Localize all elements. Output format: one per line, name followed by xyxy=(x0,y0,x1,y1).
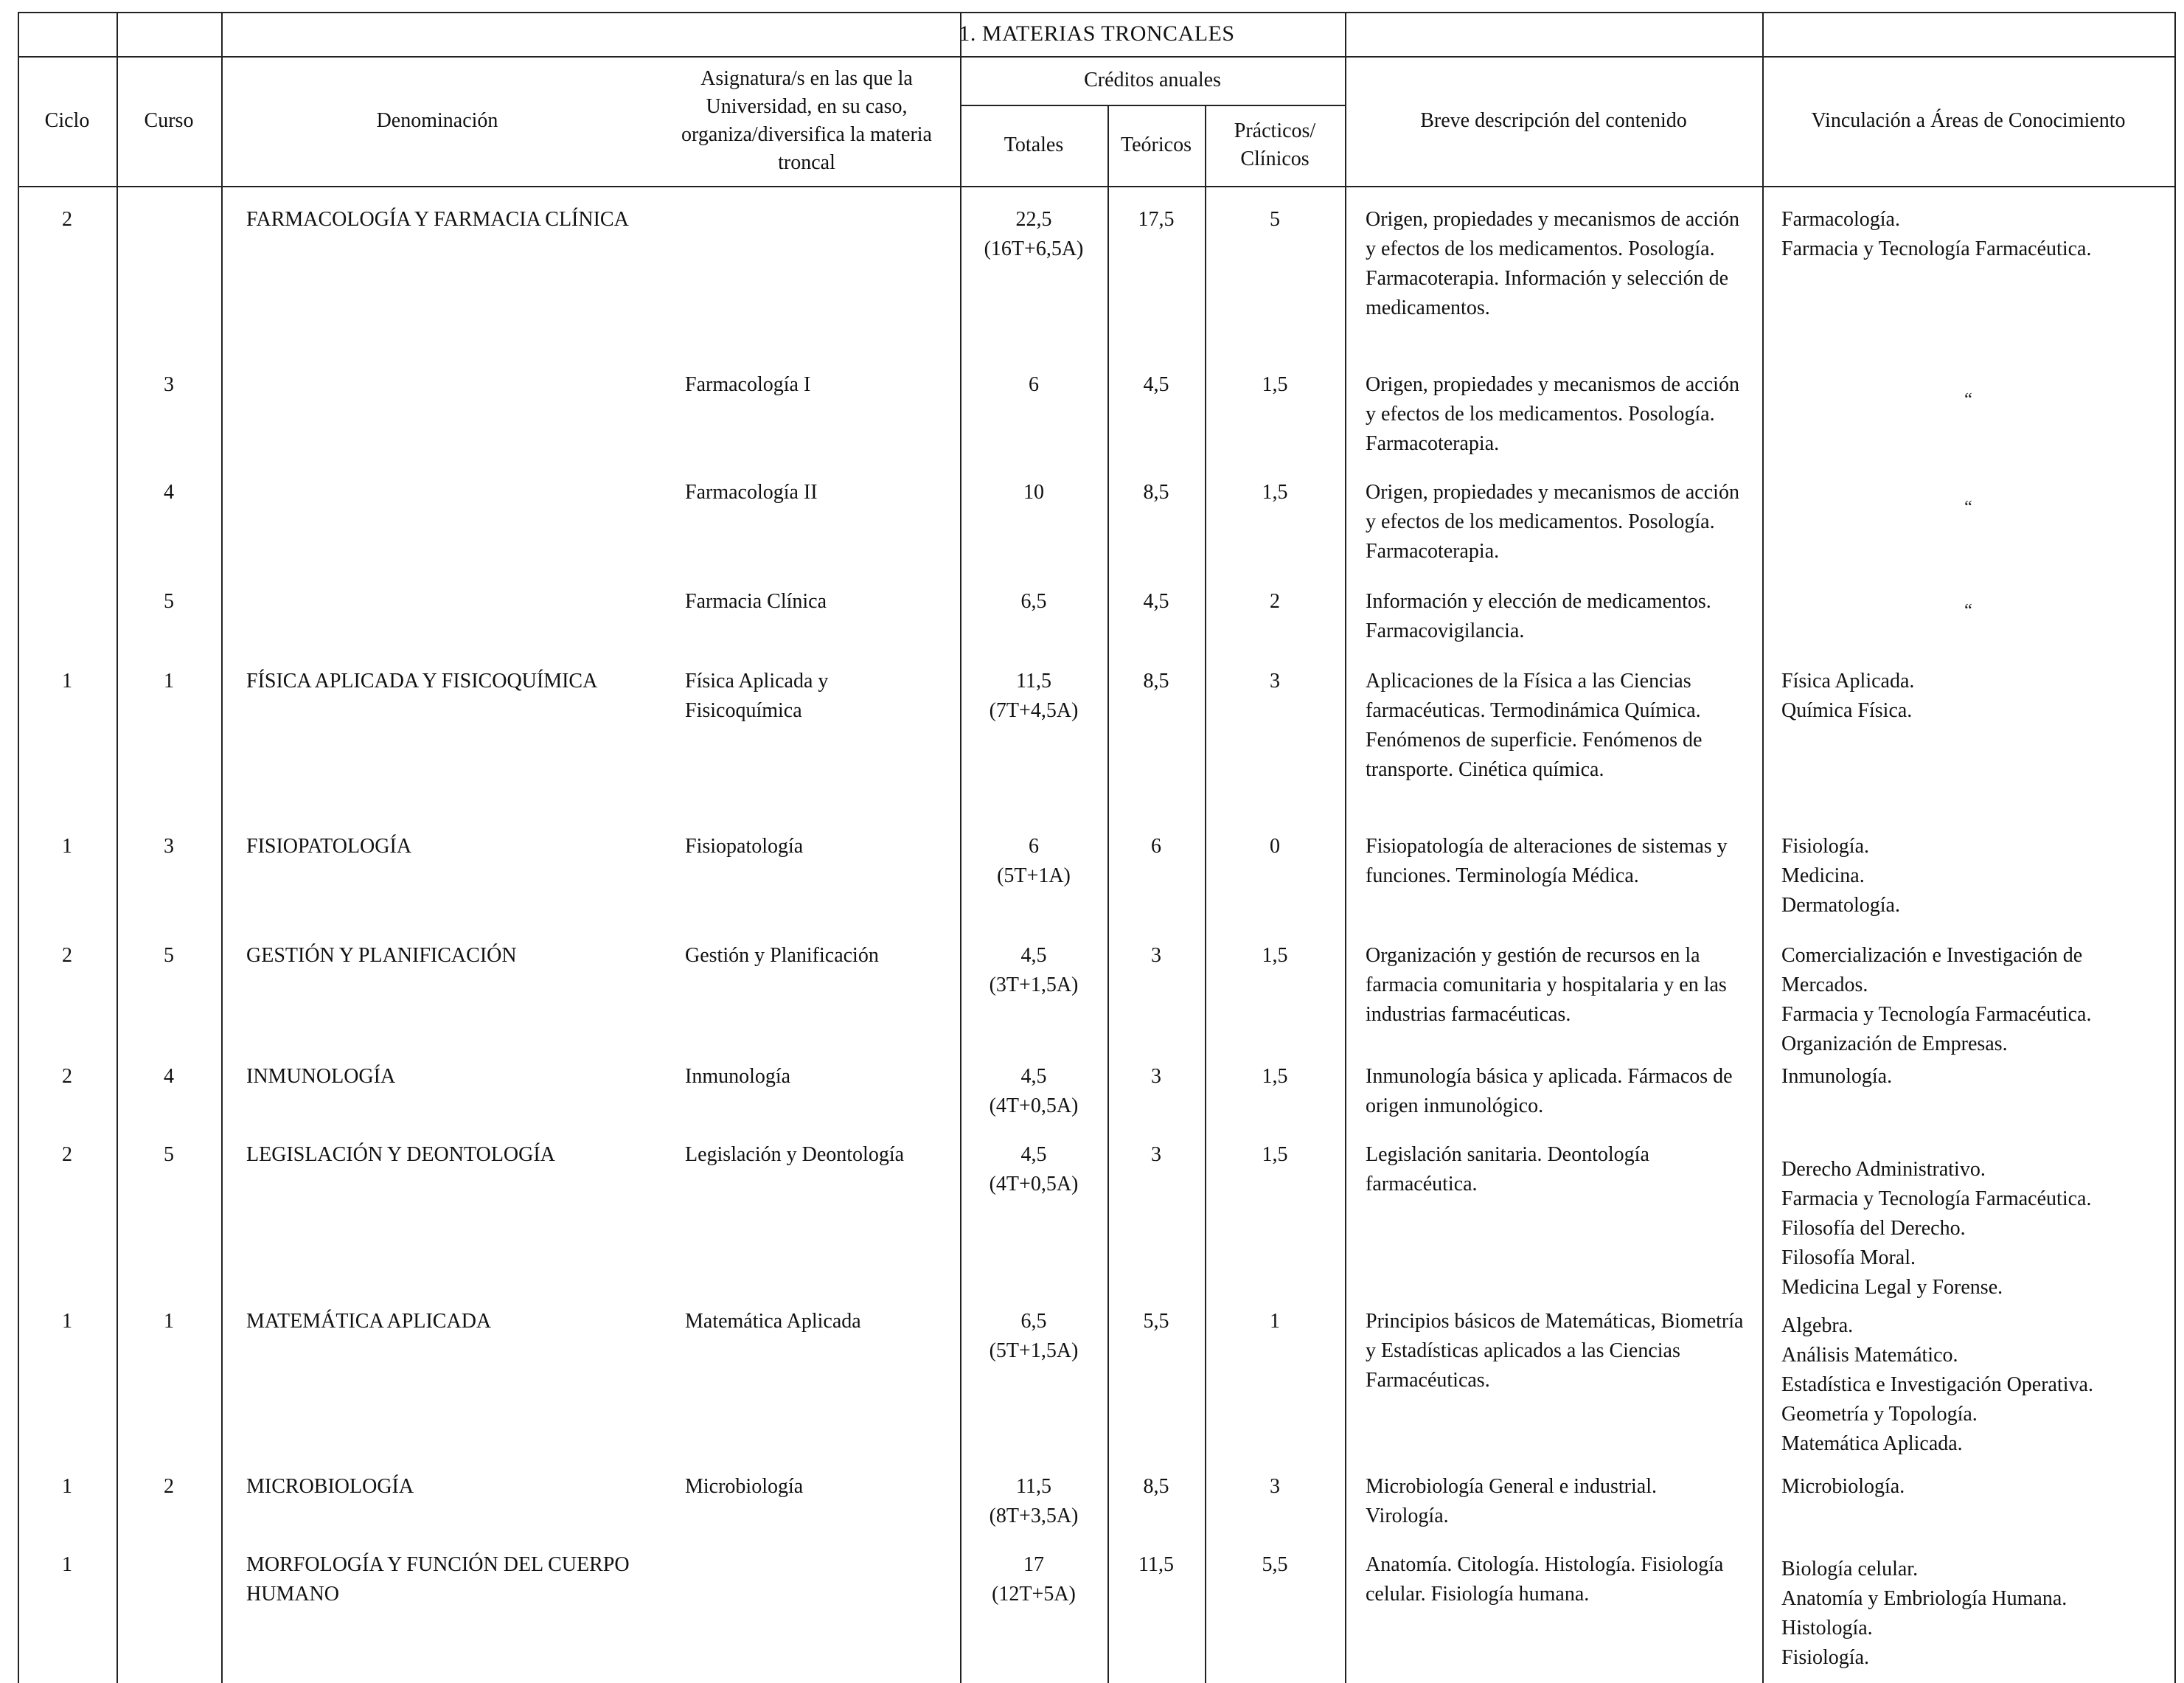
cell-descripcion: Principios básicos de Matemáticas, Biometría y Estadísticas aplicados a las Ciencias Farmacéuticas. xyxy=(1366,1310,1744,1392)
cell-totales xyxy=(960,667,1107,726)
cell-curso: 1 xyxy=(164,670,174,693)
cell-vinculacion: Física Aplicada. Química Física. xyxy=(1781,670,1915,722)
cell-curso: 5 xyxy=(164,1143,174,1166)
cell-practicos: 1,5 xyxy=(1262,1065,1288,1088)
totales-breakdown: (5T+1,5A) xyxy=(989,1339,1079,1362)
cell-curso: 3 xyxy=(164,373,174,396)
cell-ciclo: 1 xyxy=(62,1475,72,1498)
header-denominacion: Denominación xyxy=(376,109,498,132)
totales-value: 6,5 xyxy=(1020,590,1047,613)
header-bottom-border xyxy=(18,186,2176,187)
cell-totales xyxy=(960,1550,1107,1609)
cell-practicos: 0 xyxy=(1270,835,1280,858)
totales-breakdown: (3T+1,5A) xyxy=(989,974,1079,996)
cell-vinculacion: Algebra. Análisis Matemático. Estadística e Investigación Operativa. Geometría y Topología. Matemática Aplicada. xyxy=(1781,1314,2093,1455)
cell-descripcion: Anatomía. Citología. Histología. Fisiología celular. Fisiología humana. xyxy=(1366,1553,1724,1606)
header-teoricos: Teóricos xyxy=(1120,133,1192,156)
header-practicos: Prácticos/ Clínicos xyxy=(1234,119,1316,170)
cell-practicos: 1 xyxy=(1270,1310,1280,1333)
cell-totales xyxy=(960,370,1107,400)
cell-asignatura: Farmacología I xyxy=(685,373,811,396)
cell-teoricos: 5,5 xyxy=(1143,1310,1169,1333)
cell-totales xyxy=(960,205,1107,264)
cell-teoricos: 3 xyxy=(1151,1143,1161,1166)
cell-descripcion: Microbiología General e industrial. Virología. xyxy=(1366,1475,1657,1527)
header-vinculacion: Vinculación a Áreas de Conocimiento xyxy=(1811,109,2126,132)
totales-value: 4,5 xyxy=(1020,1143,1047,1166)
totales-value: 11,5 xyxy=(1016,1475,1051,1498)
cell-vinculacion: Biología celular. Anatomía y Embriología Humana. Histología. Fisiología. xyxy=(1781,1558,2068,1669)
cell-vinculacion: Fisiología. Medicina. Dermatología. xyxy=(1781,835,1900,917)
cell-teoricos: 4,5 xyxy=(1143,590,1169,613)
cell-curso: 4 xyxy=(164,1065,174,1088)
cell-teoricos: 8,5 xyxy=(1143,670,1169,693)
totales-breakdown: (12T+5A) xyxy=(992,1583,1076,1606)
totales-value: 4,5 xyxy=(1020,1065,1047,1088)
cell-ciclo: 1 xyxy=(62,1553,72,1576)
cell-ciclo: 2 xyxy=(62,944,72,967)
header-creditos: Créditos anuales xyxy=(1084,69,1221,91)
cell-curso: 2 xyxy=(164,1475,174,1498)
cell-descripcion: Información y elección de medicamentos. Farmacovigilancia. xyxy=(1366,590,1711,642)
cell-totales xyxy=(960,1307,1107,1366)
cell-denominacion: MICROBIOLOGÍA xyxy=(246,1475,414,1498)
cell-totales xyxy=(960,1062,1107,1121)
col-border xyxy=(1205,105,1206,1683)
cell-vinculacion: Farmacología. Farmacia y Tecnología Farmacéutica. xyxy=(1781,208,2092,260)
totales-breakdown: (4T+0,5A) xyxy=(989,1173,1079,1196)
totales-breakdown: (8T+3,5A) xyxy=(989,1505,1079,1527)
cell-denominacion: MORFOLOGÍA Y FUNCIÓN DEL CUERPO HUMANO xyxy=(246,1553,630,1606)
header-asignatura: Asignatura/s en las que la Universidad, en su caso, organiza/diversifica la materia troncal xyxy=(681,67,932,174)
cell-denominacion: GESTIÓN Y PLANIFICACIÓN xyxy=(246,944,517,967)
cell-asignatura: Farmacia Clínica xyxy=(685,590,827,613)
cell-asignatura: Microbiología xyxy=(685,1475,804,1498)
totales-breakdown: (7T+4,5A) xyxy=(989,699,1079,722)
totales-value: 22,5 xyxy=(1015,208,1052,231)
totales-breakdown: (5T+1A) xyxy=(997,864,1071,887)
cell-denominacion: LEGISLACIÓN Y DEONTOLOGÍA xyxy=(246,1143,555,1166)
cell-teoricos: 3 xyxy=(1151,944,1161,967)
col-border xyxy=(2174,12,2176,1683)
cell-practicos: 5 xyxy=(1270,208,1280,231)
cell-vinculacion: Inmunología. xyxy=(1781,1065,1893,1088)
cell-curso: 5 xyxy=(164,590,174,613)
cell-descripcion: Origen, propiedades y mecanismos de acción y efectos de los medicamentos. Posología. Farmacoterapia. xyxy=(1366,373,1739,455)
cell-ciclo: 2 xyxy=(62,208,72,231)
cell-denominacion: FÍSICA APLICADA Y FISICOQUÍMICA xyxy=(246,670,598,693)
cell-asignatura: Fisiopatología xyxy=(685,835,804,858)
cell-practicos: 3 xyxy=(1270,670,1280,693)
cell-teoricos: 3 xyxy=(1151,1065,1161,1088)
cell-teoricos: 4,5 xyxy=(1143,373,1169,396)
cell-totales xyxy=(960,478,1107,507)
cell-asignatura: Física Aplicada y Fisicoquímica xyxy=(685,670,829,722)
header-totales: Totales xyxy=(1004,133,1064,156)
cell-practicos: 2 xyxy=(1270,590,1280,613)
cell-vinculacion: Comercialización e Investigación de Mercados. Farmacia y Tecnología Farmacéutica. Organización de Empresas. xyxy=(1781,944,2092,1055)
cell-teoricos: 6 xyxy=(1151,835,1161,858)
cell-totales xyxy=(960,1140,1107,1199)
totales-value: 6,5 xyxy=(1020,1310,1047,1333)
cell-denominacion: MATEMÁTICA APLICADA xyxy=(246,1310,492,1333)
cell-vinculacion: Microbiología. xyxy=(1781,1475,1905,1498)
totales-value: 10 xyxy=(1023,481,1044,504)
cell-descripcion: Origen, propiedades y mecanismos de acción y efectos de los medicamentos. Posología. Farmacoterapia. Información y selección de medicamentos. xyxy=(1366,208,1739,319)
cell-totales xyxy=(960,832,1107,891)
totales-value: 4,5 xyxy=(1020,944,1047,967)
cell-teoricos: 11,5 xyxy=(1138,1553,1174,1576)
cell-practicos: 1,5 xyxy=(1262,373,1288,396)
cell-practicos: 1,5 xyxy=(1262,1143,1288,1166)
cell-asignatura: Matemática Aplicada xyxy=(685,1310,861,1333)
totales-breakdown: (4T+0,5A) xyxy=(989,1094,1079,1117)
col-border xyxy=(221,12,223,1683)
cell-practicos: 5,5 xyxy=(1262,1553,1288,1576)
header-ciclo: Ciclo xyxy=(44,109,90,132)
totales-value: 11,5 xyxy=(1016,670,1051,693)
cell-vinculacion-ditto: “ xyxy=(1964,601,1972,620)
cell-vinculacion-ditto: “ xyxy=(1964,390,1972,409)
cell-teoricos: 17,5 xyxy=(1138,208,1175,231)
header-curso: Curso xyxy=(144,109,194,132)
totales-breakdown: (16T+6,5A) xyxy=(984,237,1084,260)
cell-descripcion: Fisiopatología de alteraciones de sistemas y funciones. Terminología Médica. xyxy=(1366,835,1728,887)
cell-descripcion: Inmunología básica y aplicada. Fármacos de origen inmunológico. xyxy=(1366,1065,1733,1117)
cell-descripcion: Aplicaciones de la Física a las Ciencias farmacéuticas. Termodinámica Química. Fenómenos de superficie. Fenómenos de transporte. Cinética química. xyxy=(1366,670,1703,781)
col-border xyxy=(1107,105,1109,1683)
cell-practicos: 1,5 xyxy=(1262,944,1288,967)
table-title: 1. MATERIAS TRONCALES xyxy=(959,21,1235,46)
cell-descripcion: Origen, propiedades y mecanismos de acción y efectos de los medicamentos. Posología. Farmacoterapia. xyxy=(1366,481,1739,563)
totales-value: 17 xyxy=(1023,1553,1044,1576)
cell-practicos: 3 xyxy=(1270,1475,1280,1498)
cell-curso: 5 xyxy=(164,944,174,967)
cell-asignatura: Legislación y Deontología xyxy=(685,1143,905,1166)
cell-asignatura: Gestión y Planificación xyxy=(685,944,879,967)
cell-practicos: 1,5 xyxy=(1262,481,1288,504)
cell-teoricos: 8,5 xyxy=(1143,481,1169,504)
col-border xyxy=(1345,12,1346,1683)
cell-vinculacion: Derecho Administrativo. Farmacia y Tecnología Farmacéutica. Filosofía del Derecho. Filosofía Moral. Medicina Legal y Forense. xyxy=(1781,1158,2092,1299)
cell-ciclo: 1 xyxy=(62,835,72,858)
col-border xyxy=(1762,12,1764,1683)
cell-descripcion: Legislación sanitaria. Deontología farmacéutica. xyxy=(1366,1143,1649,1196)
cell-asignatura: Farmacología II xyxy=(685,481,818,504)
cell-ciclo: 2 xyxy=(62,1065,72,1088)
cell-denominacion: FARMACOLOGÍA Y FARMACIA CLÍNICA xyxy=(246,208,629,231)
totales-value: 6 xyxy=(1029,835,1039,858)
header-descripcion: Breve descripción del contenido xyxy=(1420,109,1687,132)
cell-curso: 1 xyxy=(164,1310,174,1333)
cell-totales xyxy=(960,587,1107,617)
cell-denominacion: FISIOPATOLOGÍA xyxy=(246,835,412,858)
cell-teoricos: 8,5 xyxy=(1143,1475,1169,1498)
cell-totales xyxy=(960,1472,1107,1531)
cell-descripcion: Organización y gestión de recursos en la farmacia comunitaria y hospitalaria y en las industrias farmacéuticas. xyxy=(1366,944,1727,1026)
totales-value: 6 xyxy=(1029,373,1039,396)
cell-ciclo: 1 xyxy=(62,1310,72,1333)
cell-vinculacion-ditto: “ xyxy=(1964,498,1972,517)
cell-curso: 4 xyxy=(164,481,174,504)
cell-ciclo: 2 xyxy=(62,1143,72,1166)
cell-denominacion: INMUNOLOGÍA xyxy=(246,1065,396,1088)
document-table xyxy=(18,12,2176,1683)
cell-curso: 3 xyxy=(164,835,174,858)
cell-ciclo: 1 xyxy=(62,670,72,693)
cell-asignatura: Inmunología xyxy=(685,1065,791,1088)
cell-totales xyxy=(960,941,1107,1000)
